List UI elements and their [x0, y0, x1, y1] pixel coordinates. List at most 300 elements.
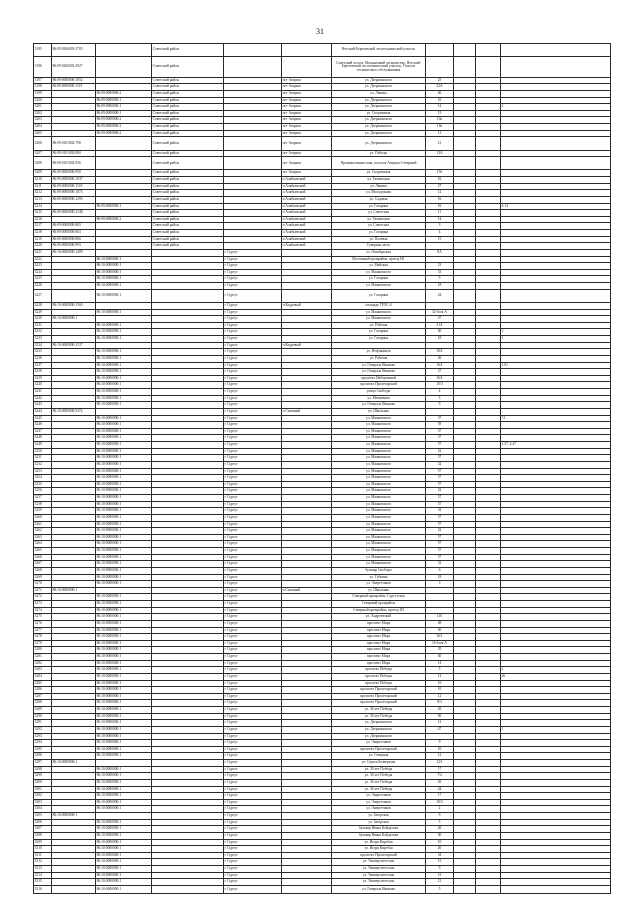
table-cell — [476, 720, 501, 727]
table-cell — [476, 183, 501, 190]
table-cell — [454, 501, 476, 508]
table-row — [34, 554, 611, 561]
table-cell — [282, 693, 332, 700]
table-cell — [454, 813, 476, 820]
table-row — [34, 481, 611, 488]
table-cell — [476, 753, 501, 760]
table-cell: ул. Дзержинского — [332, 733, 426, 740]
table-cell — [501, 773, 611, 780]
table-cell: 86:09:0000000:866 — [52, 236, 96, 243]
table-cell: 86:10:0000000:1 — [96, 601, 152, 608]
table-cell — [224, 216, 282, 223]
table-cell: 3226 — [34, 283, 52, 290]
table-cell: ул. Спортивная — [332, 170, 426, 177]
table-cell: г Сургут — [224, 640, 282, 647]
table-cell — [152, 389, 224, 396]
table-cell — [282, 793, 332, 800]
table-cell: 86:09:0000000:1119 — [52, 84, 96, 91]
table-row — [34, 879, 611, 886]
table-cell — [52, 216, 96, 223]
table-cell: 86:10:0000000:1 — [96, 846, 152, 853]
table-cell — [501, 302, 611, 309]
table-cell: 30 — [426, 654, 454, 661]
table-cell: проспект Мира — [332, 620, 426, 627]
table-cell: 16 — [426, 203, 454, 210]
table-cell — [52, 673, 96, 680]
table-cell: 86:10:0000000:1 — [96, 289, 152, 302]
table-cell: 86:09:0000000:2 — [96, 90, 152, 97]
table-cell: 3214 — [34, 203, 52, 210]
table-cell — [52, 548, 96, 555]
table-cell: ул. Маяковского — [332, 422, 426, 429]
table-cell: г Сургут — [224, 508, 282, 515]
table-row — [34, 263, 611, 270]
table-cell: г Сургут — [224, 249, 282, 256]
table-cell: 3277 — [34, 627, 52, 634]
table-cell — [501, 733, 611, 740]
table-cell: ул. Генерала Иванова — [332, 362, 426, 369]
table-cell — [282, 362, 332, 369]
table-cell: Советский район — [152, 216, 224, 223]
table-cell — [454, 289, 476, 302]
table-cell — [476, 839, 501, 846]
table-row — [34, 508, 611, 515]
table-cell: 16А — [426, 375, 454, 382]
table-row — [34, 455, 611, 462]
table-cell: 3264 — [34, 541, 52, 548]
table-cell: проспект Победы — [332, 673, 426, 680]
table-cell: г Сургут — [224, 422, 282, 429]
table-cell — [501, 654, 611, 661]
table-cell: 3249 — [34, 442, 52, 449]
table-cell: Советский район — [152, 117, 224, 124]
table-cell — [501, 435, 611, 442]
table-cell — [476, 760, 501, 767]
table-cell — [501, 395, 611, 402]
table-cell: 86:10:0000000:1 — [96, 627, 152, 634]
table-cell — [501, 316, 611, 323]
table-cell — [476, 442, 501, 449]
table-cell: г Сургут — [224, 448, 282, 455]
table-cell: 3268 — [34, 567, 52, 574]
table-cell — [152, 369, 224, 376]
table-cell: 86:10:0000000:1 — [96, 667, 152, 674]
table-cell — [476, 395, 501, 402]
table-cell — [454, 183, 476, 190]
table-cell — [476, 196, 501, 203]
table-cell — [152, 786, 224, 793]
table-cell: площадь ГРЭС-4 — [332, 302, 426, 309]
table-cell — [476, 309, 501, 316]
table-cell — [152, 269, 224, 276]
table-cell — [454, 57, 476, 77]
table-cell — [52, 90, 96, 97]
table-cell — [501, 587, 611, 594]
table-cell: 3229 — [34, 309, 52, 316]
table-cell — [476, 534, 501, 541]
table-cell: 10/3 — [426, 382, 454, 389]
table-cell: 26 — [501, 673, 611, 680]
table-cell — [152, 355, 224, 362]
table-cell: 3230 — [34, 316, 52, 323]
table-cell: г Сургут — [224, 475, 282, 482]
table-cell: 86:10:0000000:1409 — [52, 249, 96, 256]
table-cell: Нетский-Березовский лесотехнический участок — [332, 44, 426, 57]
table-cell — [52, 369, 96, 376]
table-cell — [152, 455, 224, 462]
table-cell — [52, 501, 96, 508]
table-cell: 86:10:0000000:1 — [96, 461, 152, 468]
table-cell — [454, 408, 476, 415]
table-cell: г Сургут — [224, 283, 282, 290]
table-cell — [52, 422, 96, 429]
table-cell — [454, 322, 476, 329]
table-cell: г Сургут — [224, 779, 282, 786]
table-cell: проспект Пролетарский — [332, 852, 426, 859]
table-cell — [476, 501, 501, 508]
table-cell: 86:10:0000000:1 — [96, 859, 152, 866]
table-row — [34, 574, 611, 581]
table-row — [34, 210, 611, 217]
table-cell: 13 — [426, 130, 454, 137]
table-cell: проспект Пролетарский — [332, 693, 426, 700]
table-cell: Советский район — [152, 243, 224, 250]
table-cell: Советский район — [152, 130, 224, 137]
table-cell: 3234 — [34, 342, 52, 349]
table-cell: г Сургут — [224, 554, 282, 561]
table-cell — [282, 607, 332, 614]
table-cell — [454, 548, 476, 555]
table-cell: г Сургут — [224, 753, 282, 760]
table-cell — [476, 614, 501, 621]
table-cell: 3228 — [34, 302, 52, 309]
table-cell — [282, 799, 332, 806]
table-cell: 3241 — [34, 389, 52, 396]
table-cell: г Сургут — [224, 316, 282, 323]
table-cell — [52, 766, 96, 773]
table-cell: 86:10:0000000:1 — [96, 733, 152, 740]
table-cell — [152, 839, 224, 846]
table-cell: пгт Агириш — [282, 84, 332, 91]
table-cell — [476, 216, 501, 223]
table-cell: ул. Советская — [332, 223, 426, 230]
table-cell — [224, 190, 282, 197]
table-cell: Советский район — [152, 177, 224, 184]
table-cell — [152, 342, 224, 349]
table-cell — [501, 269, 611, 276]
table-cell — [52, 455, 96, 462]
table-cell — [52, 448, 96, 455]
table-cell: г Сургут — [224, 601, 282, 608]
table-cell: 3219 — [34, 236, 52, 243]
table-cell — [52, 329, 96, 336]
table-cell — [282, 269, 332, 276]
table-cell — [454, 693, 476, 700]
table-cell — [501, 243, 611, 250]
table-row — [34, 349, 611, 356]
table-cell — [501, 322, 611, 329]
table-cell — [52, 866, 96, 873]
table-cell: Восточный промрайон, проезд Н1 — [332, 256, 426, 263]
table-cell — [152, 760, 224, 767]
table-cell — [454, 534, 476, 541]
table-cell: 3198 — [34, 84, 52, 91]
table-cell — [501, 488, 611, 495]
table-cell — [501, 601, 611, 608]
table-cell: 3282 — [34, 660, 52, 667]
table-row — [34, 316, 611, 323]
register-table — [33, 43, 611, 894]
table-cell — [96, 150, 152, 157]
table-row — [34, 601, 611, 608]
table-cell: 86:10:0000000:1 — [96, 799, 152, 806]
table-cell: 3316 — [34, 885, 52, 893]
table-cell — [454, 84, 476, 91]
table-cell: 3224 — [34, 269, 52, 276]
table-cell — [454, 733, 476, 740]
table-cell: Советский район — [152, 236, 224, 243]
table-cell — [501, 813, 611, 820]
table-cell — [476, 607, 501, 614]
table-cell — [152, 866, 224, 873]
table-cell — [52, 389, 96, 396]
table-cell — [501, 369, 611, 376]
table-row — [34, 859, 611, 866]
table-cell — [152, 408, 224, 415]
table-cell — [52, 561, 96, 568]
table-cell: ул. Гагарина — [332, 329, 426, 336]
table-row — [34, 475, 611, 482]
table-cell: г Сургут — [224, 587, 282, 594]
table-cell — [282, 872, 332, 879]
table-row — [34, 514, 611, 521]
table-cell — [282, 349, 332, 356]
table-cell — [454, 415, 476, 422]
table-cell: 3220 — [34, 243, 52, 250]
table-cell: 12 — [426, 673, 454, 680]
table-cell: 86:10:0000000:1 — [96, 309, 152, 316]
table-cell: 86:10:0000000:1 — [96, 422, 152, 429]
table-cell — [476, 700, 501, 707]
table-cell — [152, 276, 224, 283]
table-cell — [282, 846, 332, 853]
table-cell: г Сургут — [224, 382, 282, 389]
table-cell — [152, 793, 224, 800]
table-cell: 3239 — [34, 375, 52, 382]
table-cell — [454, 607, 476, 614]
table-cell — [96, 157, 152, 170]
table-cell — [52, 879, 96, 886]
table-cell: ул. Энергетиков — [332, 740, 426, 747]
table-cell: г Сургут — [224, 667, 282, 674]
table-cell: ул. Майская — [332, 263, 426, 270]
table-cell: 45 — [426, 707, 454, 714]
table-cell: 3256 — [34, 488, 52, 495]
table-cell: 3246 — [34, 422, 52, 429]
table-cell: 86:10:0000000:1 — [96, 819, 152, 826]
table-cell — [476, 389, 501, 396]
table-cell: 12 — [426, 753, 454, 760]
table-cell — [282, 760, 332, 767]
table-cell: ул. Маяковского — [332, 309, 426, 316]
table-cell — [476, 177, 501, 184]
table-cell: 11 — [426, 210, 454, 217]
table-cell: г Сургут — [224, 766, 282, 773]
table-cell — [152, 336, 224, 343]
table-cell — [152, 316, 224, 323]
table-cell — [476, 567, 501, 574]
table-cell: г Сургут — [224, 395, 282, 402]
table-row — [34, 342, 611, 349]
table-cell — [501, 753, 611, 760]
table-cell — [52, 283, 96, 290]
table-cell: 3306 — [34, 819, 52, 826]
table-cell: 3208 — [34, 157, 52, 170]
table-cell: г Сургут — [224, 256, 282, 263]
table-cell — [152, 495, 224, 502]
table-cell: проспект Набережный — [332, 375, 426, 382]
table-cell: ул. Университетская — [332, 859, 426, 866]
table-cell: г Сургут — [224, 276, 282, 283]
table-cell — [476, 269, 501, 276]
table-cell: проспект Мира — [332, 634, 426, 641]
table-cell — [282, 554, 332, 561]
table-cell: 86:09:0101002:800 — [52, 150, 96, 157]
table-cell — [282, 316, 332, 323]
table-cell: 3286 — [34, 687, 52, 694]
table-cell — [501, 210, 611, 217]
table-cell: 86:10:0000000:1 — [96, 322, 152, 329]
table-cell: 86:09:0000000:1118 — [52, 183, 96, 190]
table-cell — [282, 468, 332, 475]
table-cell — [282, 640, 332, 647]
table-cell — [476, 203, 501, 210]
table-cell: 3260 — [34, 514, 52, 521]
table-cell — [476, 879, 501, 886]
table-row — [34, 700, 611, 707]
table-cell: г Сургут — [224, 786, 282, 793]
table-row — [34, 190, 611, 197]
table-cell: г Сургут — [224, 336, 282, 343]
table-cell: 86:10:0000000:1 — [96, 614, 152, 621]
table-cell — [52, 799, 96, 806]
table-cell: 86:10:0000000:1 — [96, 362, 152, 369]
table-cell: 27 — [426, 183, 454, 190]
table-cell: 3211 — [34, 183, 52, 190]
table-cell: ул. Маяковского — [332, 548, 426, 555]
table-cell — [52, 541, 96, 548]
table-row — [34, 223, 611, 230]
table-row — [34, 733, 611, 740]
table-cell — [152, 375, 224, 382]
table-cell: 15 — [426, 859, 454, 866]
table-cell — [152, 700, 224, 707]
table-cell — [476, 475, 501, 482]
table-cell — [454, 203, 476, 210]
table-cell: ул. Маяковского — [332, 283, 426, 290]
table-cell — [282, 687, 332, 694]
table-cell — [454, 104, 476, 111]
table-cell — [52, 720, 96, 727]
table-cell: 86:09:0206003:3705 — [52, 44, 96, 57]
table-cell — [224, 243, 282, 250]
table-row — [34, 541, 611, 548]
table-cell — [282, 44, 332, 57]
table-cell: Советский район — [152, 223, 224, 230]
table-cell: г Сургут — [224, 349, 282, 356]
table-cell: 1.37, 4.47 — [501, 442, 611, 449]
table-cell: 86:09:0000000:863 — [52, 230, 96, 237]
table-cell — [501, 77, 611, 84]
table-cell: 86:10:0000000:1 — [96, 468, 152, 475]
table-cell: 1 — [501, 336, 611, 343]
table-cell — [454, 832, 476, 839]
table-cell — [454, 150, 476, 157]
table-cell: 1 — [501, 726, 611, 733]
table-row — [34, 196, 611, 203]
table-cell: 86:10:0000000:1 — [96, 786, 152, 793]
table-row — [34, 839, 611, 846]
table-cell — [96, 230, 152, 237]
table-cell: 16 блок А — [426, 640, 454, 647]
table-cell — [476, 283, 501, 290]
table-cell — [152, 859, 224, 866]
table-cell: 86:10:0000000:1 — [96, 720, 152, 727]
table-cell: ул. Энергетиков — [332, 793, 426, 800]
table-cell — [52, 117, 96, 124]
table-cell: г Сургут — [224, 819, 282, 826]
table-cell: г Сургут — [224, 548, 282, 555]
table-cell: г Сургут — [224, 302, 282, 309]
table-cell — [454, 468, 476, 475]
table-cell — [501, 495, 611, 502]
table-cell — [282, 561, 332, 568]
table-cell — [501, 342, 611, 349]
table-cell: г Сургут — [224, 746, 282, 753]
table-cell: 86:10:0000000:1 — [96, 766, 152, 773]
table-row — [34, 773, 611, 780]
table-cell: 86:10:0000000:1 — [96, 634, 152, 641]
table-cell: Северный промрайон, Сургутская — [332, 594, 426, 601]
table-cell — [501, 528, 611, 535]
table-cell — [152, 826, 224, 833]
table-cell — [426, 243, 454, 250]
table-cell: 86:10:0000000:1 — [96, 779, 152, 786]
table-cell — [152, 660, 224, 667]
table-cell — [501, 150, 611, 157]
table-row — [34, 852, 611, 859]
table-cell: ул. Университетская — [332, 866, 426, 873]
table-cell: Советский район — [152, 97, 224, 104]
table-cell — [224, 196, 282, 203]
table-cell — [52, 203, 96, 210]
table-cell — [454, 786, 476, 793]
table-cell: проспект Мира — [332, 647, 426, 654]
table-cell — [501, 475, 611, 482]
table-cell — [152, 468, 224, 475]
table-cell: 86:10:0000000:1 — [96, 620, 152, 627]
table-cell — [152, 872, 224, 879]
table-cell — [501, 521, 611, 528]
table-cell — [282, 581, 332, 588]
table-cell — [501, 84, 611, 91]
table-cell: 3265 — [34, 548, 52, 555]
table-cell: 3227 — [34, 289, 52, 302]
table-cell: 86:10:0000000:1 — [96, 640, 152, 647]
table-cell — [501, 375, 611, 382]
table-cell: 86:10:0000000:1 — [96, 521, 152, 528]
table-cell: г Сургут — [224, 263, 282, 270]
